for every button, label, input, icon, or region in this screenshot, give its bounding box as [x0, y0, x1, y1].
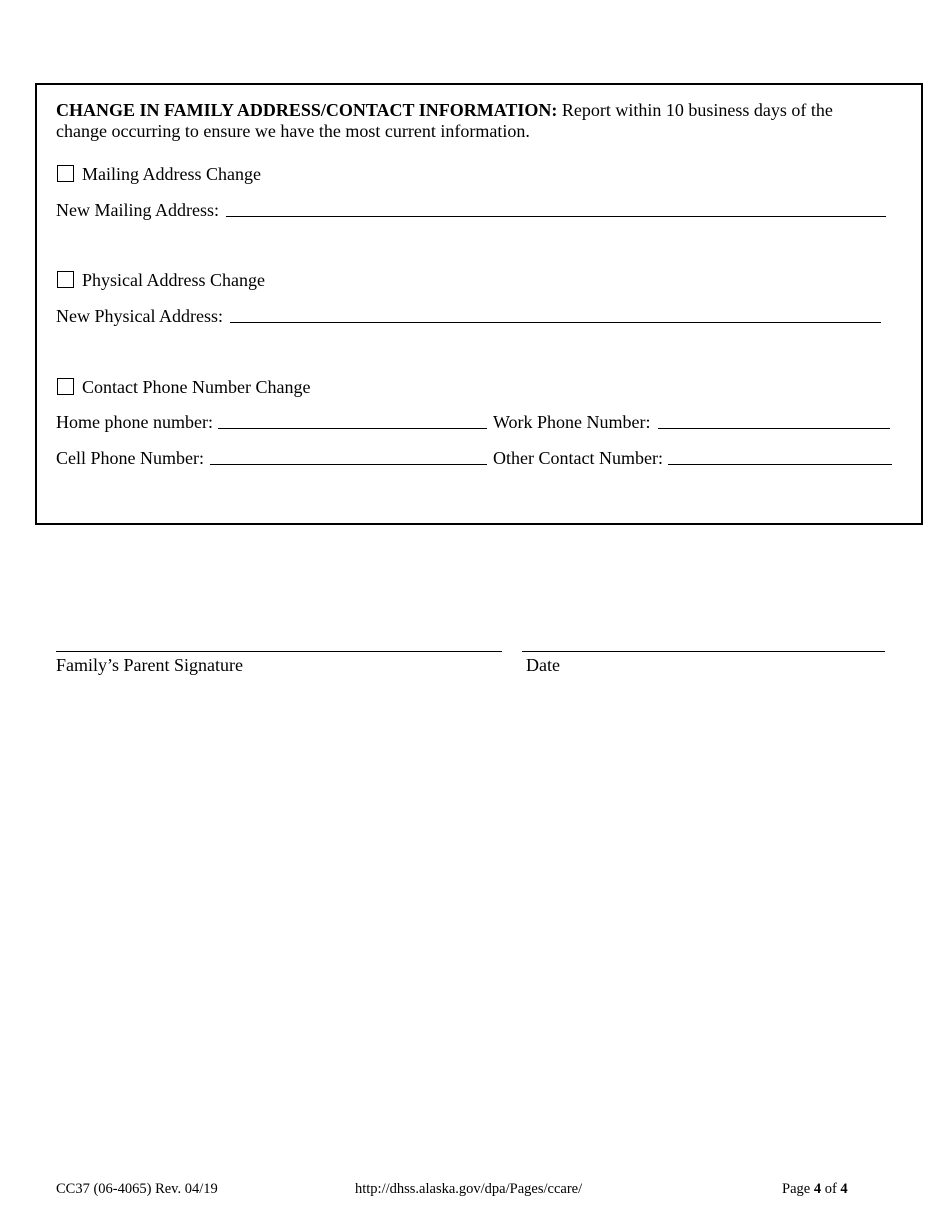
mailing-address-checkbox-label: Mailing Address Change	[82, 164, 261, 184]
contact-phone-checkbox[interactable]	[57, 378, 74, 395]
new-mailing-address-label: New Mailing Address:	[56, 200, 219, 220]
cell-phone-field[interactable]	[210, 464, 487, 465]
cell-phone-label: Cell Phone Number:	[56, 448, 204, 468]
home-phone-field[interactable]	[218, 428, 487, 429]
signature-label: Family’s Parent Signature	[56, 655, 243, 675]
page-of: of	[821, 1181, 841, 1197]
work-phone-label: Work Phone Number:	[493, 412, 651, 432]
page-total: 4	[840, 1181, 848, 1197]
section-heading-line2: change occurring to ensure we have the most current information.	[56, 121, 530, 141]
section-heading-text: Report within 10 business days of the	[557, 100, 833, 120]
date-line[interactable]	[522, 651, 885, 652]
section-heading	[56, 100, 833, 120]
page-current: 4	[813, 1181, 822, 1197]
new-physical-address-label: New Physical Address:	[56, 306, 223, 326]
other-contact-field[interactable]	[668, 464, 892, 465]
form-id: CC37 (06-4065) Rev. 04/19	[56, 1181, 218, 1197]
physical-address-checkbox-label: Physical Address Change	[82, 270, 265, 290]
section-heading-bold: CHANGE IN FAMILY ADDRESS/CONTACT INFORMATION:	[56, 100, 558, 120]
page-prefix: Page	[782, 1181, 814, 1197]
page-number	[782, 1181, 848, 1198]
footer-url[interactable]: http://dhss.alaska.gov/dpa/Pages/ccare/	[355, 1181, 583, 1197]
new-physical-address-field[interactable]	[230, 322, 881, 323]
mailing-address-checkbox[interactable]	[57, 165, 74, 182]
signature-line[interactable]	[56, 651, 502, 652]
physical-address-checkbox[interactable]	[57, 271, 74, 288]
home-phone-label: Home phone number:	[56, 412, 213, 432]
work-phone-field[interactable]	[658, 428, 890, 429]
date-label: Date	[526, 655, 560, 675]
contact-phone-checkbox-label: Contact Phone Number Change	[82, 377, 311, 397]
other-contact-label: Other Contact Number:	[493, 448, 663, 468]
new-mailing-address-field[interactable]	[226, 216, 886, 217]
